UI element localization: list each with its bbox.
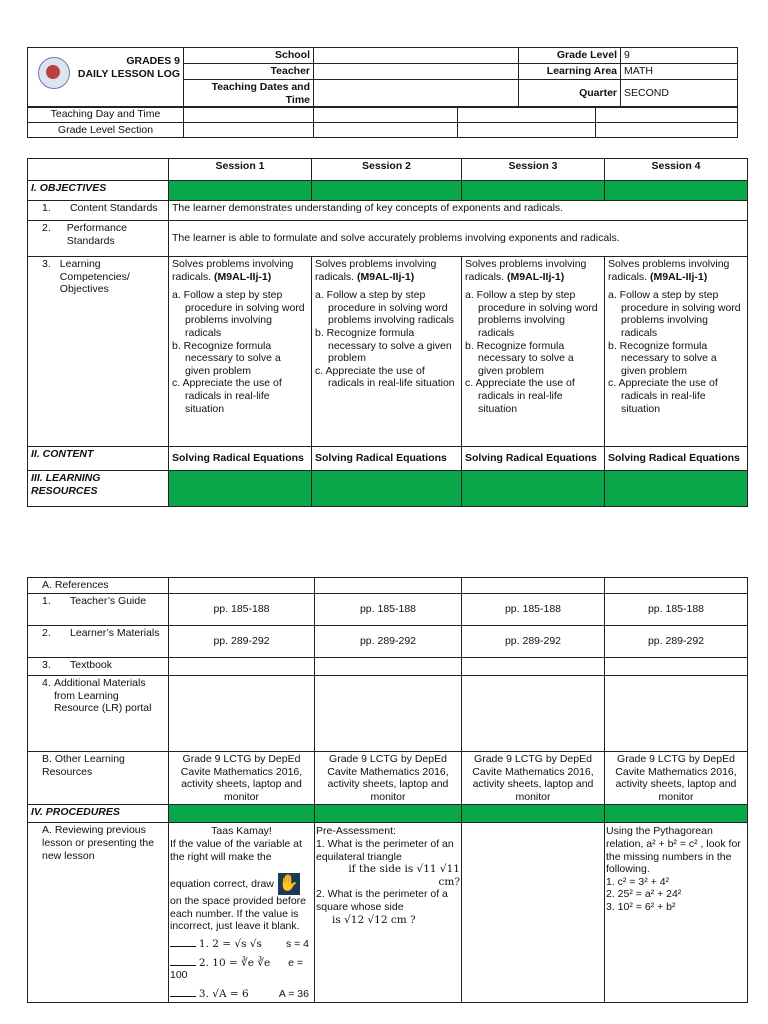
learning-resources-title: III. LEARNING RESOURCES (28, 471, 169, 507)
teachers-guide-label: Teacher’s Guide (70, 595, 147, 607)
procedures-title: IV. PROCEDURES (28, 805, 169, 823)
session-2-header: Session 2 (312, 159, 462, 181)
content-topic-4: Solving Radical Equations (605, 447, 748, 471)
school-value (314, 48, 519, 64)
quarter-label: Quarter (519, 80, 621, 108)
content-topic-2: Solving Radical Equations (312, 447, 462, 471)
header-table (27, 47, 738, 108)
tg-pages-2: pp. 185-188 (315, 594, 462, 626)
lm-pages-1: pp. 289-292 (169, 626, 315, 658)
grades-title: GRADES 9 (126, 55, 180, 67)
lm-pages-4: pp. 289-292 (605, 626, 748, 658)
session-3-header: Session 3 (462, 159, 605, 181)
logo-cell (28, 48, 184, 108)
procedure-a-session-4: Using the Pythagorean relation, a² + b² = c² , look for the missing numbers in the following. 1. c² = 3² + 4² 2. 25² = a² + 24² 3. 10² = 6² + b² (605, 823, 748, 1003)
reviewing-label: A. Reviewing previous lesson or presenting the new lesson (28, 823, 169, 1003)
dates-value (314, 80, 519, 108)
quarter-value: SECOND (621, 80, 738, 108)
learners-materials-label: Learner’s Materials (70, 627, 160, 639)
textbook-label: Textbook (70, 659, 113, 671)
competencies-session-3: Solves problems involving radicals. (M9AL-IIj-1) a. Follow a step by step procedure in solving word problems involving radicals b. Recognize formula necessary to solve a given problem c. Appreciate the use of radicals in real-life situation (462, 257, 605, 447)
lm-pages-2: pp. 289-292 (315, 626, 462, 658)
hand-raised-icon: ✋ (278, 873, 300, 895)
tg-pages-3: pp. 185-188 (462, 594, 605, 626)
content-title: II. CONTENT (28, 447, 169, 471)
competencies-label: Learning Competencies/ Objectives (59, 258, 130, 296)
teacher-label: Teacher (184, 64, 314, 80)
additional-materials-label: Additional Materials from Learning Resource (LR) portal (53, 677, 152, 715)
competencies-session-4: Solves problems involving radicals. (M9AL-IIj-1) a. Follow a step by step procedure in solving word problems involving radicals b. Recognize formula necessary to solve a given problem c. Appreciate the use of radicals in real-life situation (605, 257, 748, 447)
teacher-value (314, 64, 519, 80)
competencies-session-1: Solves problems involving radicals. (M9AL-IIj-1) a. Follow a step by step procedure in solving word problems involving radicals b. Recognize formula necessary to solve a given problem c. Appreciate the use of radicals in real-life situation (169, 257, 312, 447)
day-section-table (27, 106, 738, 138)
grade-level-label: Grade Level (519, 48, 621, 64)
session-1-header: Session 1 (169, 159, 312, 181)
content-topic-1: Solving Radical Equations (169, 447, 312, 471)
procedure-a-session-2: Pre-Assessment: 1. What is the perimeter of an equilateral triangle if the side is √11 √11 cm? 2. What is the perimeter of a square whose side is √12 √12 cm ? (315, 823, 462, 1003)
deped-seal-icon (38, 57, 70, 89)
objectives-title: I. OBJECTIVES (28, 181, 169, 201)
procedure-a-session-1: Taas Kamay! If the value of the variable at the right will make the equation correct, draw ✋ on the space provided before each number. If the value is incorrect, just leave it blank. 1. 2 = √s √s s = 4 2. 10 = ∛e ∛e e = 100 3. √A = 6 A = 36 (169, 823, 315, 1003)
content-standards-text: The learner demonstrates understanding of key concepts of exponents and radicals. (169, 201, 748, 221)
performance-standards-label: Performance Standards (66, 222, 127, 247)
content-standards-label: Content Standards (70, 202, 158, 214)
other-resources-label: B. Other Learning Resources (28, 752, 169, 805)
other-resources-4: Grade 9 LCTG by DepEd Cavite Mathematics 2016, activity sheets, laptop and monitor (605, 752, 748, 805)
references-label: A. References (28, 578, 169, 594)
session-4-header: Session 4 (605, 159, 748, 181)
other-resources-2: Grade 9 LCTG by DepEd Cavite Mathematics 2016, activity sheets, laptop and monitor (315, 752, 462, 805)
references-table: A. References 1. Teacher’s Guide pp. 185-188 pp. 185-188 pp. 185-188 pp. 185-188 2. Learner’s Materials pp. 289-292 pp. 289-292 pp. 289-292 pp. 289-292 3. Textbook 4. Additional Materials from Learning Resource (LR) portal B. Other Learning Resources Grade 9 LCTG by DepEd Cavite Mathematics 2016, activity sheets, laptop and monitor Grade 9 LCTG by DepEd Cavite Mathematics 2016, activity sheets, laptop and monitor Grade 9 LCTG by DepEd Cavite Mathematics 2016, activity sheets, laptop and monitor Grade 9 LCTG by DepEd Cavite Mathematics 2016, activity sheets, laptop and monitor IV. PROCEDURES A. Reviewing previous lesson or presenting the new lesson Taas Kamay! If the value of the variable at the right will make the equation correct, draw ✋ on the space provided before each number. If the value is incorrect, just leave it blank. 1. 2 = √s √s s = 4 2. 10 = ∛e ∛e e = 100 3. √A = 6 A = 36 Pre-Assessment: 1. What is the perimeter of an equilateral triangle if the side is √11 √11 cm? 2. What is the perimeter of a square whose side is √12 √12 cm ? Using the Pythagorean relation, a² + b² = c² , look for the missing numbers in the following. 1. c² = 3² + 4² 2. 25² = a² + 24² 3. 10² = 6² + b² (27, 577, 748, 1003)
other-resources-3: Grade 9 LCTG by DepEd Cavite Mathematics 2016, activity sheets, laptop and monitor (462, 752, 605, 805)
objectives-table: Session 1 Session 2 Session 3 Session 4 I. OBJECTIVES 1. Content Standards The learner demonstrates understanding of key concepts of exponents and radicals. 2. Performance Standards The learner is able to formulate and solve accurately problems involving exponents and radicals. 3. Learning Competencies/ Objectives Solves problems involving radicals. (M9AL-IIj-1) a. Follow a step by step procedure in solving word problems involving radicals b. Recognize formula necessary to solve a given problem c. Appreciate the use of radicals in real-life situation Solves problems involving radicals. (M9AL-IIj-1) a. Follow a step by step procedure in solving word problems involving radicals b. Recognize formula necessary to solve a given problem c. Appreciate the use of radicals in real-life situation Solves problems involving radicals. (M9AL-IIj-1) a. Follow a step by step procedure in solving word problems involving radicals b. Recognize formula necessary to solve a given problem c. Appreciate the use of radicals in real-life situation Solves problems involving radicals. (M9AL-IIj-1) a. Follow a step by step procedure in solving word problems involving radicals b. Recognize formula necessary to solve a given problem c. Appreciate the use of radicals in real-life situation II. CONTENT Solving Radical Equations Solving Radical Equations Solving Radical Equations Solving Radical Equations III. LEARNING RESOURCES (27, 158, 748, 507)
content-topic-3: Solving Radical Equations (462, 447, 605, 471)
tg-pages-4: pp. 185-188 (605, 594, 748, 626)
lm-pages-3: pp. 289-292 (462, 626, 605, 658)
dates-label: Teaching Dates and Time (184, 80, 314, 108)
other-resources-1: Grade 9 LCTG by DepEd Cavite Mathematics 2016, activity sheets, laptop and monitor (169, 752, 315, 805)
school-label: School (184, 48, 314, 64)
learning-area-value: MATH (621, 64, 738, 80)
competencies-session-2: Solves problems involving radicals. (M9AL-IIj-1) a. Follow a step by step procedure in solving word problems involving radicals b. Recognize formula necessary to solve a given problem c. Appreciate the use of radicals in real-life situation (312, 257, 462, 447)
teaching-day-label: Teaching Day and Time (28, 107, 184, 123)
log-title: DAILY LESSON LOG (77, 68, 180, 81)
tg-pages-1: pp. 185-188 (169, 594, 315, 626)
taas-kamay-title: Taas Kamay! (211, 825, 272, 838)
performance-standards-text: The learner is able to formulate and solve accurately problems involving exponents and radicals. (169, 221, 748, 257)
grade-level-value: 9 (621, 48, 738, 64)
learning-area-label: Learning Area (519, 64, 621, 80)
grade-level-section-label: Grade Level Section (28, 122, 184, 138)
